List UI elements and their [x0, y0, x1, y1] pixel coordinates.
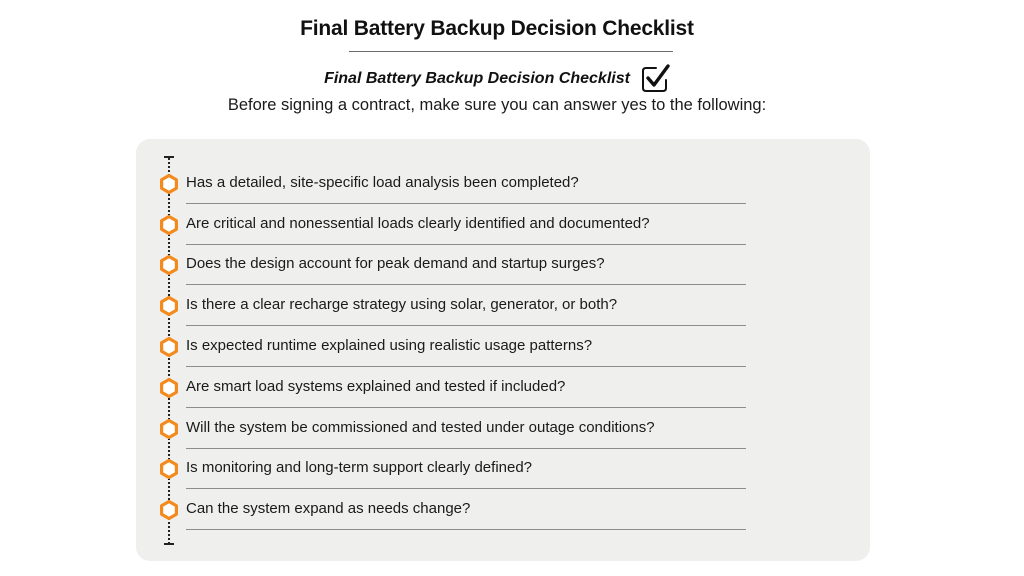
orange-hexagon-icon	[159, 500, 179, 520]
item-divider	[186, 366, 746, 367]
page-title: Final Battery Backup Decision Checklist	[300, 17, 694, 40]
checklist-item	[158, 246, 758, 286]
checklist-item	[158, 287, 758, 327]
item-divider	[186, 448, 746, 449]
checklist-item-text: Are critical and nonessential loads clearly identified and documented?	[186, 215, 650, 232]
checklist-item-text: Has a detailed, site-specific load analysis been completed?	[186, 174, 579, 191]
checklist-item-text: Is expected runtime explained using realistic usage patterns?	[186, 337, 593, 354]
item-divider	[186, 529, 746, 530]
checklist-item-text: Is monitoring and long-term support clearly defined?	[186, 459, 533, 476]
checklist-item-text: Is there a clear recharge strategy using solar, generator, or both?	[186, 296, 618, 313]
checklist-item	[158, 491, 758, 531]
item-divider	[186, 407, 746, 408]
checklist-item	[158, 410, 758, 450]
checklist-item-text: Are smart load systems explained and tested if included?	[186, 378, 566, 395]
orange-hexagon-icon	[159, 174, 179, 194]
checklist-item	[158, 165, 758, 205]
checklist-item-text: Will the system be commissioned and tested under outage conditions?	[186, 419, 655, 436]
checklist-item	[158, 450, 758, 490]
item-divider	[186, 325, 746, 326]
checklist-item-text: Does the design account for peak demand and startup surges?	[186, 255, 605, 272]
checklist-subtitle: Final Battery Backup Decision Checklist	[324, 70, 630, 87]
item-divider	[186, 203, 746, 204]
checklist-item	[158, 328, 758, 368]
orange-hexagon-icon	[159, 337, 179, 357]
orange-hexagon-icon	[159, 459, 179, 479]
item-divider	[186, 284, 746, 285]
item-divider	[186, 244, 746, 245]
orange-hexagon-icon	[159, 215, 179, 235]
item-divider	[186, 488, 746, 489]
checklist-item	[158, 369, 758, 409]
orange-hexagon-icon	[159, 419, 179, 439]
orange-hexagon-icon	[159, 255, 179, 275]
checklist-item-text: Can the system expand as needs change?	[186, 500, 471, 517]
intro-text: Before signing a contract, make sure you can answer yes to the following:	[227, 96, 767, 114]
orange-hexagon-icon	[159, 296, 179, 316]
orange-hexagon-icon	[159, 378, 179, 398]
checklist-item	[158, 206, 758, 246]
